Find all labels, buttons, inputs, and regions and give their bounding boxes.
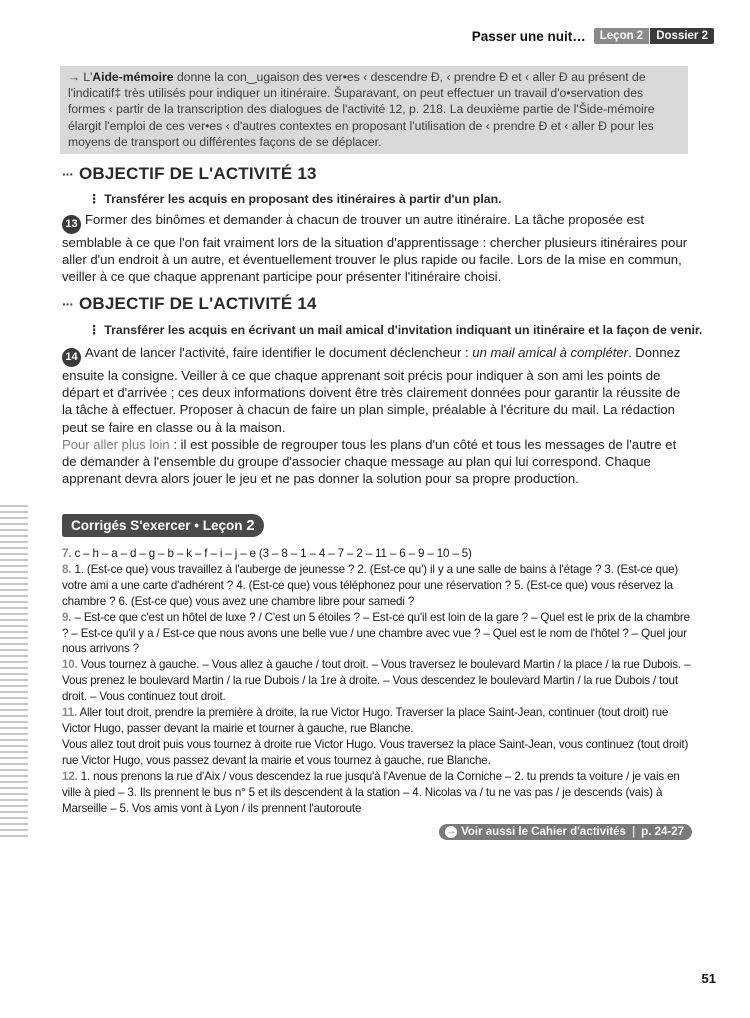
answer-item-continued: [62, 737, 694, 769]
see-also-link[interactable]: [439, 824, 692, 840]
arrow-right-icon: →: [446, 826, 457, 837]
memo-text: donne la con‿ugaison des ver•es ‹ descendre Ð, ‹ prendre Ð et ‹ aller Ð au présent de l'indicatif‡ très utilisés pour indiquer un itinéraire. Šuparavant, on peut effectuer un travail d'o•servation des formes ‹ partir de la transcription des dialogues de l'activité 12, p. 218. La deuxième partie de l'Šide-mémoire élargit l'emploi de ces ver•es ‹ d'autres contextes en proposant l'utilisation de ‹ prendre Ð et ‹ aller Ð pour les moyens de transport ou différentes façons de se déplacer.: [68, 70, 655, 149]
answer-text: Aller tout droit, prendre la première à droite, la rue Victor Hugo. Traverser la place Saint-Jean, continuer (tout droit) rue Victor Hugo, passer devant la mairie et tourner à gauche, rue Blanche.: [62, 706, 669, 735]
objective-14-subtitle-text: Transférer les acquis en écrivant un mail amical d'invitation indiquant un itinéraire et la façon de venir.: [104, 323, 703, 337]
objective-14-subtitle: [88, 323, 702, 337]
corriges-answers: [62, 546, 694, 816]
answer-item: [62, 546, 694, 562]
see-also-pages: p. 24-27: [641, 826, 684, 838]
corriges-title-num: 2: [246, 517, 255, 534]
answer-item: [62, 769, 694, 817]
further-label: Pour aller plus loin: [62, 436, 170, 452]
objective-13-subtitle-text: Transférer les acquis en proposant des itinéraires à partir d'un plan.: [104, 192, 502, 206]
memo-bold: Aide-mémoire: [92, 70, 174, 84]
header-title: Passer une nuit…: [471, 28, 586, 44]
corriges-heading: [62, 514, 264, 537]
activity-14-text-before: Avant de lancer l'activité, faire identifier le document déclencheur :: [85, 345, 473, 360]
answer-number: 10.: [62, 658, 78, 672]
colon-mark-icon: ⋮: [88, 323, 101, 337]
answer-text: Vous tournez à gauche. – Vous allez à gauche / tout droit. – Vous traversez le boulevard Martin / la place / la rue Dubois. – Vous prenez le boulevard Martin / la rue Dubois / la 1re à droite. – Vous descendez le boulevard Martin / la rue Dubois / tout droit. – Vous continuez tout droit.: [62, 658, 691, 704]
answer-text: c – h – a – d – g – b – k – f – i – j – e (3 – 8 – 1 – 4 – 7 – 2 – 11 – 6 – 9 – 10 – 5): [71, 547, 472, 560]
dots-arrow-icon: ···: [62, 296, 73, 312]
objective-13-title-text: OBJECTIF DE L'ACTIVITÉ 13: [79, 164, 317, 183]
answer-item: [62, 610, 694, 658]
answer-number: 7.: [62, 547, 72, 560]
answer-text: Vous allez tout droit puis vous tournez à droite rue Victor Hugo. Vous traversez la place Saint-Jean, vous continuez (tout droit) rue Victor Hugo, vous passez devant la mairie et vous tournez à gauche, rue Blanche.: [62, 737, 689, 767]
arrow-icon: →: [68, 70, 81, 84]
colon-mark-icon: ⋮: [88, 192, 101, 206]
side-stripes-decoration: [0, 505, 28, 840]
objective-13-title: [62, 164, 317, 184]
corriges-title: Corrigés S'exercer • Leçon: [71, 518, 243, 533]
answer-item: [62, 657, 694, 705]
activity-13-text: Former des binômes et demander à chacun de trouver un autre itinéraire. La tâche proposée est semblable à ce que l'on fait vraiment lors de la situation d'apprentissage : chercher plusieurs itinéraires pour aller d'un endroit à un autre, et éventuellement trouver le plus rapide ou facile. Lors de la mise en commun, veiller à ce que chaque apprenant participe pour présenter l'itinéraire choisi.: [62, 212, 688, 285]
answer-number: 9.: [62, 610, 72, 624]
memo-lead: L': [83, 70, 93, 84]
objective-13-subtitle: [88, 192, 502, 206]
page-header: [472, 28, 714, 44]
activity-14-text-after: . Donnez ensuite la consigne. Veiller à ce que chaque apprenant soit précis pour indiquer à son ami les points de départ et d'arrivée ; ces deux informations doivent être très clairement données pour garantir la réussite de la tâche à effectuer. Proposer à chacun de faire un plan simple, préalable à l'écriture du mail. La rédaction peut se faire en classe ou à la maison.: [62, 345, 681, 435]
objective-14-title-text: OBJECTIF DE L'ACTIVITÉ 14: [79, 294, 317, 313]
answer-text: – Est-ce que c'est un hôtel de luxe ? / C'est un 5 étoiles ? – Est-ce qu'il est loin de la gare ? – Quel est le prix de la chambre ? – Est-ce qu'il y a / Est-ce que nous avons une belle vue / une chambre avec vue ? – Quel est le nom de l'hôtel ? – Quel jour nous arrivons ?: [62, 610, 690, 656]
answer-number: 8.: [62, 562, 72, 576]
activity-number-badge: 14: [62, 348, 81, 367]
lecon-badge: Leçon 2: [594, 28, 649, 44]
activity-14-text-italic: un mail amical à compléter: [472, 345, 629, 360]
answer-item: [62, 562, 694, 610]
dots-arrow-icon: ···: [62, 166, 73, 182]
page-number: 51: [701, 971, 716, 986]
dossier-badge: Dossier 2: [650, 28, 714, 44]
answer-number: 12.: [62, 769, 78, 783]
activity-13-instructions: [62, 211, 690, 286]
aide-memoire-note: [60, 66, 688, 154]
further-text: : il est possible de regrouper tous les plans d'un côté et tous les messages de l'autre et de demander à l'ensemble du groupe d'associer chaque message au plan qui lui correspond. Chaque apprenant devra alors jouer le jeu et ne pas donner la solution pour sa propre production.: [62, 436, 677, 487]
activity-14-instructions: [62, 344, 690, 487]
answer-text: 1. nous prenons la rue d'Aix / vous descendez la rue jusqu'à l'Avenue de la Corniche – 2. tu prends ta voiture / je vais en ville à pied – 3. Ils prennent le bus n° 5 et ils descendent à la station – 4. Nicolas va / tu ne vas pas / je descends (vais) à Marseille – 5. Vos amis vont à Lyon / ils prennent l'autoroute: [62, 769, 680, 815]
objective-14-title: [62, 294, 317, 314]
see-also-label: Voir aussi le Cahier d'activités: [461, 826, 626, 838]
answer-item: [62, 705, 694, 737]
see-also-separator: |: [631, 826, 636, 838]
answer-number: 11.: [62, 706, 78, 720]
activity-number-badge: 13: [62, 215, 81, 234]
answer-text: 1. (Est-ce que) vous travaillez à l'auberge de jeunesse ? 2. (Est-ce qu') il y a une salle de bains à l'étage ? 3. (Est-ce que) votre ami a une carte d'adhérent ? 4. (Est-ce que) vous téléphonez pour une réservation ? 5. (Est-ce que) vous réservez la chambre ? 6. (Est-ce que) vous avez une chambre libre pour samedi ?: [62, 562, 679, 608]
